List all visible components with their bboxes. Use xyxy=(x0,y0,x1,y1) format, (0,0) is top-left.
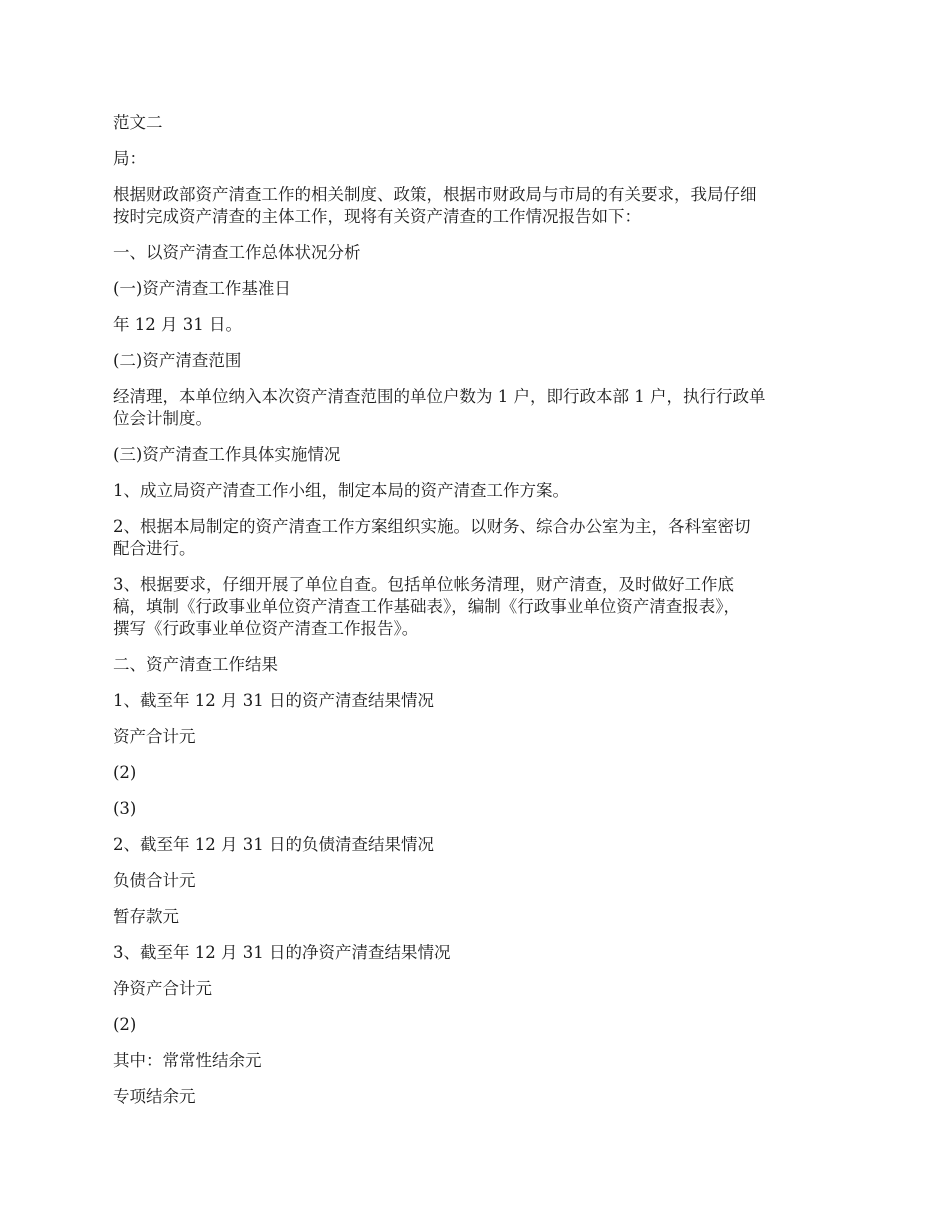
text-line: 局： xyxy=(113,149,146,168)
text-line: 3、截至年 12 月 31 日的净资产清查结果情况 xyxy=(113,943,451,962)
paragraph xyxy=(113,906,841,928)
text-line: 年 12 月 31 日。 xyxy=(113,315,242,334)
paragraph xyxy=(113,386,841,430)
paragraph xyxy=(113,690,841,712)
text-line: 其中：常常性结余元 xyxy=(113,1051,262,1070)
text-line: 负债合计元 xyxy=(113,871,196,890)
paragraph xyxy=(113,978,841,1000)
paragraph xyxy=(113,762,841,784)
text-line: 根据财政部资产清查工作的相关制度、政策，根据市财政局与市局的有关要求，我局仔细 xyxy=(113,185,757,204)
paragraph xyxy=(113,278,841,300)
text-line: (二)资产清查范围 xyxy=(113,351,242,370)
paragraph xyxy=(113,1086,841,1108)
text-line: 配合进行。 xyxy=(113,539,196,558)
paragraph xyxy=(113,516,841,560)
text-line: 净资产合计元 xyxy=(113,979,212,998)
text-line: 二、资产清查工作结果 xyxy=(113,655,278,674)
paragraph xyxy=(113,654,841,676)
paragraph xyxy=(113,444,841,466)
text-line: 按时完成资产清查的主体工作，现将有关资产清查的工作情况报告如下： xyxy=(113,207,641,226)
text-line: 3、根据要求，仔细开展了单位自查。包括单位帐务清理，财产清查，及时做好工作底 xyxy=(113,575,734,594)
text-line: 暂存款元 xyxy=(113,907,179,926)
paragraph xyxy=(113,834,841,856)
paragraph xyxy=(113,870,841,892)
text-line: 经清理，本单位纳入本次资产清查范围的单位户数为 1 户，即行政本部 1 户，执行行政单 xyxy=(113,387,766,406)
text-line: 位会计制度。 xyxy=(113,409,212,428)
text-line: 2、截至年 12 月 31 日的负债清查结果情况 xyxy=(113,835,434,854)
paragraph xyxy=(113,314,841,336)
text-line: 2、根据本局制定的资产清查工作方案组织实施。以财务、综合办公室为主，各科室密切 xyxy=(113,517,751,536)
text-line: 专项结余元 xyxy=(113,1087,196,1106)
text-line: 资产合计元 xyxy=(113,727,196,746)
paragraph xyxy=(113,726,841,748)
text-line: (2) xyxy=(113,763,137,782)
paragraph xyxy=(113,242,841,264)
paragraph xyxy=(113,184,841,228)
paragraph xyxy=(113,148,841,170)
paragraph xyxy=(113,1050,841,1072)
text-line: (3) xyxy=(113,799,137,818)
paragraph xyxy=(113,1014,841,1036)
paragraph xyxy=(113,942,841,964)
text-line: 稿，填制《行政事业单位资产清查工作基础表》，编制《行政事业单位资产清查报表》， xyxy=(113,597,740,616)
text-line: 范文二 xyxy=(113,113,163,132)
paragraph xyxy=(113,480,841,502)
text-line: (一)资产清查工作基准日 xyxy=(113,279,291,298)
text-line: 1、成立局资产清查工作小组，制定本局的资产清查工作方案。 xyxy=(113,481,569,500)
text-line: 一、以资产清查工作总体状况分析 xyxy=(113,243,361,262)
paragraph xyxy=(113,350,841,372)
document-page xyxy=(113,112,841,1122)
text-line: 1、截至年 12 月 31 日的资产清查结果情况 xyxy=(113,691,434,710)
text-line: (三)资产清查工作具体实施情况 xyxy=(113,445,341,464)
text-line: 撰写《行政事业单位资产清查工作报告》。 xyxy=(113,619,419,638)
paragraph xyxy=(113,574,841,640)
text-line: (2) xyxy=(113,1015,137,1034)
paragraph xyxy=(113,798,841,820)
paragraph xyxy=(113,112,841,134)
